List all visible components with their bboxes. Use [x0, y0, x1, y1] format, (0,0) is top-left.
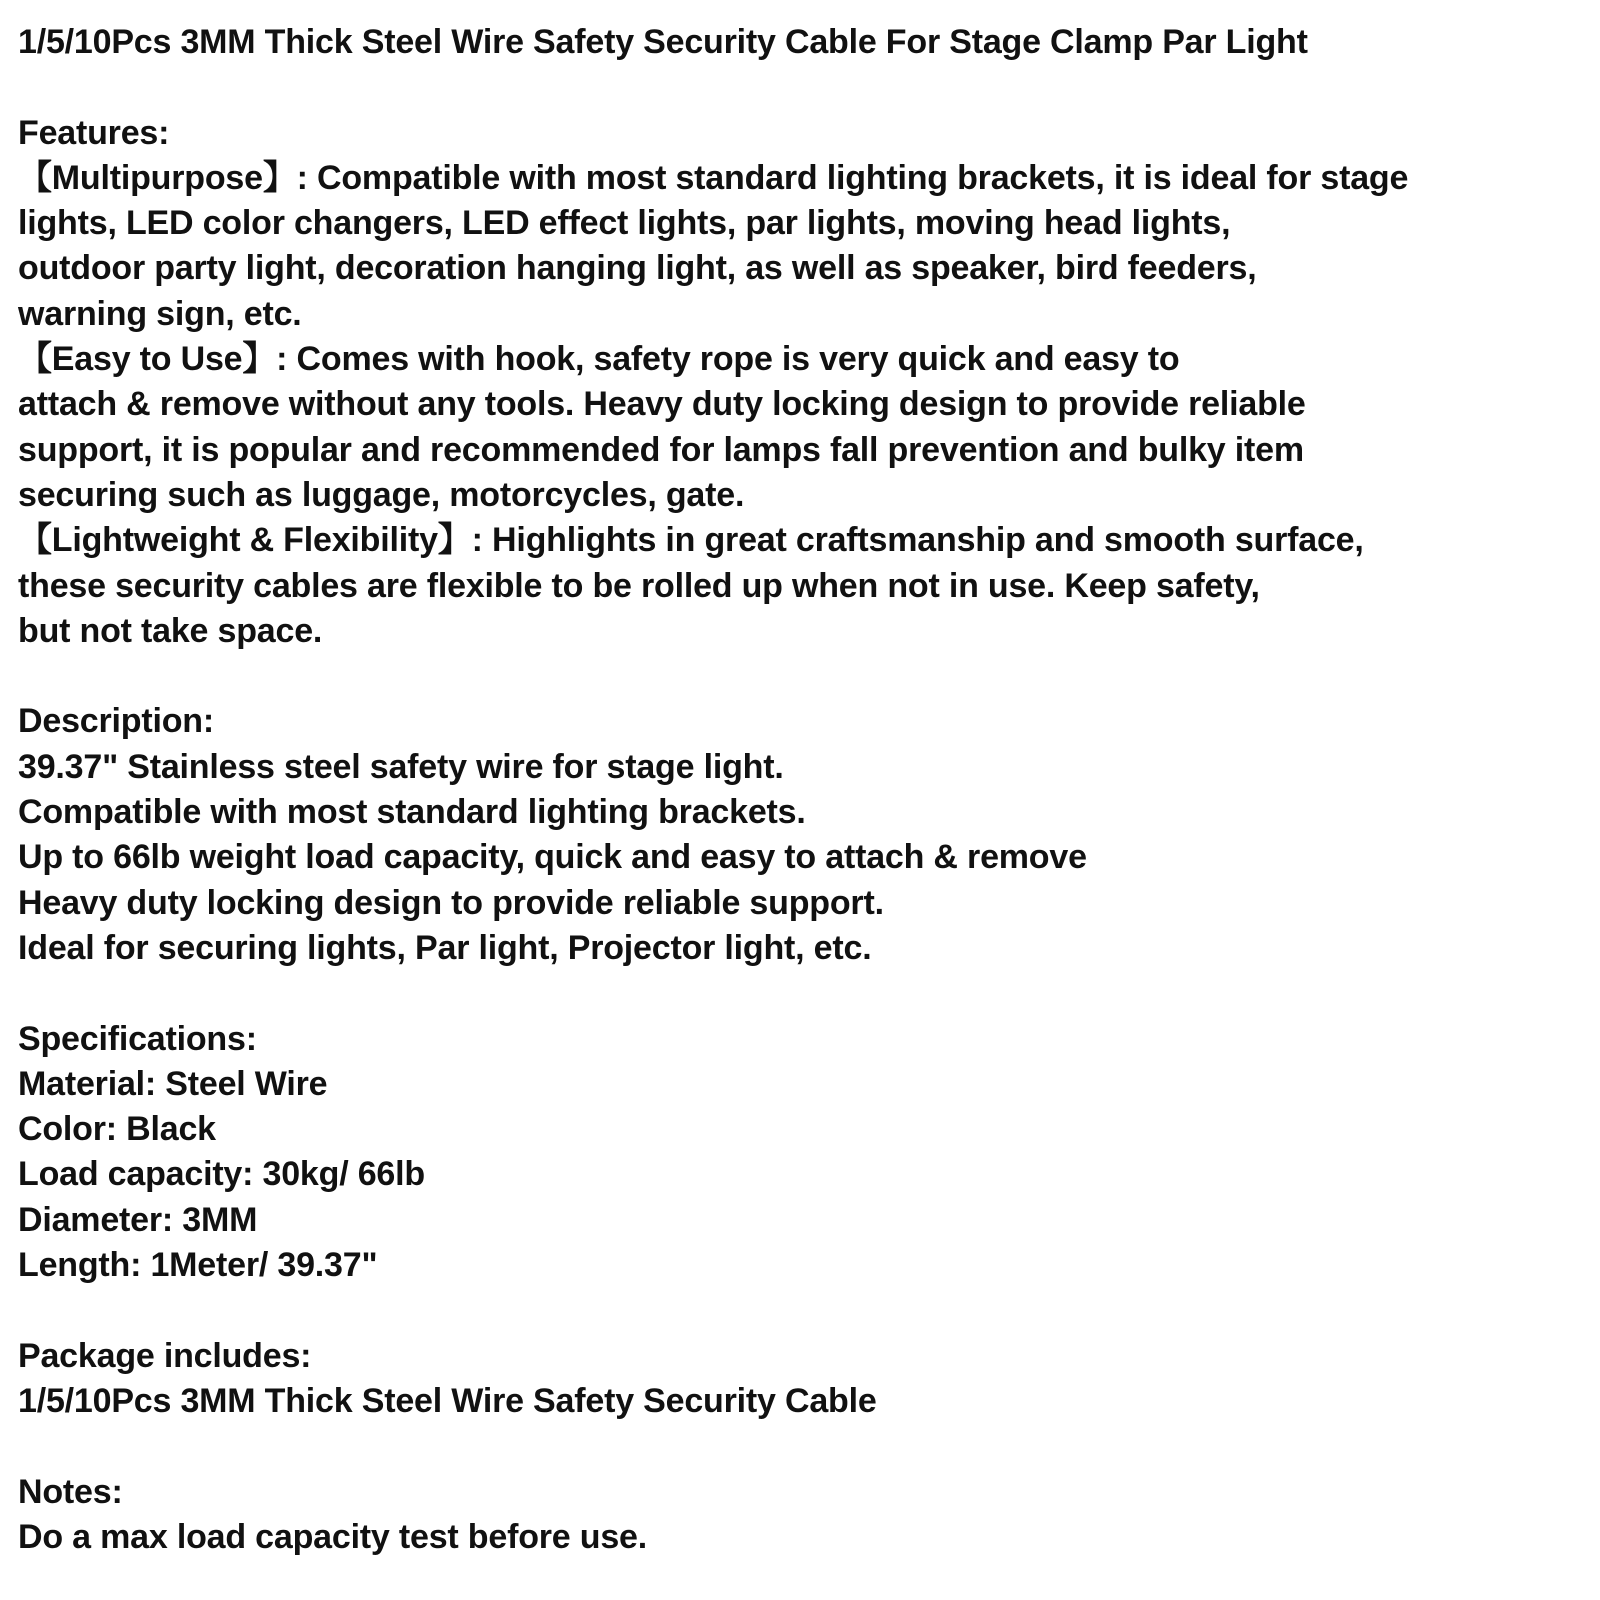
- features-line: outdoor party light, decoration hanging light, as well as speaker, bird feeders,: [18, 249, 1257, 288]
- description-line: 39.37" Stainless steel safety wire for stage light.: [18, 747, 784, 786]
- notes-section: [18, 1470, 1583, 1561]
- document-title: 1/5/10Pcs 3MM Thick Steel Wire Safety Security Cable For Stage Clamp Par Light: [18, 23, 1308, 61]
- spec-length: Length: 1Meter/ 39.37": [18, 1246, 378, 1285]
- features-line: securing such as luggage, motorcycles, gate.: [18, 475, 745, 514]
- features-line: 【Multipurpose】: Compatible with most standard lighting brackets, it is ideal for stage: [18, 158, 1409, 197]
- spec-material: Material: Steel Wire: [18, 1064, 328, 1103]
- spacer: [18, 1424, 1583, 1469]
- spacer: [18, 65, 1583, 110]
- features-line: warning sign, etc.: [18, 294, 302, 333]
- specifications-heading: Specifications:: [18, 1019, 257, 1058]
- features-line: lights, LED color changers, LED effect lights, par lights, moving head lights,: [18, 204, 1231, 243]
- spec-diameter: Diameter: 3MM: [18, 1200, 258, 1239]
- spec-load-capacity: Load capacity: 30kg/ 66lb: [18, 1155, 425, 1194]
- features-line: support, it is popular and recommended for lamps fall prevention and bulky item: [18, 430, 1304, 469]
- description-section: [18, 699, 1583, 971]
- description-heading: Description:: [18, 702, 214, 741]
- spacer: [18, 654, 1583, 699]
- features-heading: Features:: [18, 113, 170, 152]
- features-line: 【Lightweight & Flexibility】: Highlights in great craftsmanship and smooth surface,: [18, 521, 1364, 560]
- product-document: [18, 20, 1583, 1560]
- notes-line: Do a max load capacity test before use.: [18, 1517, 647, 1556]
- features-line: 【Easy to Use】: Comes with hook, safety rope is very quick and easy to: [18, 340, 1180, 379]
- spacer: [18, 1288, 1583, 1333]
- package-section: [18, 1334, 1583, 1425]
- features-line: attach & remove without any tools. Heavy duty locking design to provide reliable: [18, 385, 1306, 424]
- features-section: [18, 111, 1583, 655]
- features-line: but not take space.: [18, 611, 323, 650]
- features-line: these security cables are flexible to be rolled up when not in use. Keep safety,: [18, 566, 1260, 605]
- description-line: Ideal for securing lights, Par light, Projector light, etc.: [18, 928, 872, 967]
- specifications-section: [18, 1017, 1583, 1289]
- notes-heading: Notes:: [18, 1472, 123, 1511]
- package-heading: Package includes:: [18, 1336, 312, 1375]
- description-line: Up to 66lb weight load capacity, quick and easy to attach & remove: [18, 838, 1087, 877]
- spacer: [18, 971, 1583, 1016]
- description-line: Compatible with most standard lighting brackets.: [18, 793, 806, 832]
- spec-color: Color: Black: [18, 1110, 216, 1149]
- package-line: 1/5/10Pcs 3MM Thick Steel Wire Safety Security Cable: [18, 1381, 877, 1420]
- description-line: Heavy duty locking design to provide reliable support.: [18, 883, 884, 922]
